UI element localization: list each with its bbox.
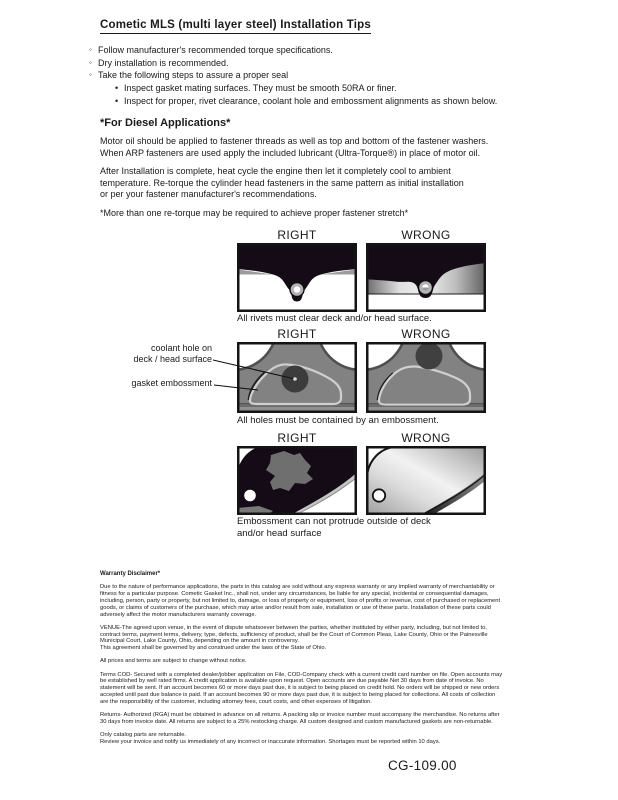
legal-paragraph: All prices and terms are subject to change without notice. <box>100 658 247 665</box>
list-sub-item <box>115 82 497 95</box>
legal-line: Review your invoice and notify us immediately of any incorrect or inaccurate information. Shortages must be reported within 10 days. <box>100 739 441 746</box>
tip-text: Inspect for proper, rivet clearance, coolant hole and embossment alignments as shown below. <box>124 95 498 106</box>
fig1-right-panel <box>237 243 357 312</box>
fig3-caption <box>237 516 431 539</box>
caption-line: Embossment can not protrude outside of deck <box>237 516 431 527</box>
embossment-containment-right-diagram <box>237 342 357 413</box>
legal-line: statement will be sent. If an account becomes 60 or more days past due, it is subject to being placed on credit hold. No orders will be shipped or new orders <box>100 685 500 692</box>
paragraph <box>100 136 545 159</box>
fig3-right-label: RIGHT <box>277 431 317 445</box>
open-bullet-icon: ◦ <box>89 57 92 67</box>
fig3-wrong-label: WRONG <box>401 431 451 445</box>
legal-line: Only catalog parts are returnable. <box>100 732 187 739</box>
embossment-containment-wrong-diagram <box>366 342 486 413</box>
fig1-wrong-panel <box>366 243 486 312</box>
warranty-heading: Warranty Disclaimer* <box>100 571 161 577</box>
legal-paragraph <box>100 672 570 707</box>
fig3-wrong-panel <box>366 446 486 515</box>
rivet-clearance-wrong-diagram <box>366 243 486 312</box>
tip-text: Follow manufacturer's recommended torque specifications. <box>98 45 333 55</box>
legal-paragraph <box>100 584 570 619</box>
coolant-hole-annotation <box>116 343 212 364</box>
legal-line: goods, or claims of customers of the purchase, which may arise and/or result from sale, installation or use of these parts. Installation of these parts could <box>100 604 491 611</box>
legal-line: are the responsibility of the customer, including attorney fees, court costs, and other expenses of litigation. <box>100 699 372 706</box>
fig2-right-label: RIGHT <box>277 327 317 341</box>
legal-line: VENUE-The agreed upon venue, in the event of dispute whatsoever between the parties, whether instituted by either party, including, but not limited to, <box>100 624 487 631</box>
legal-line: Returns- Authorized (RGA) must be obtained in advance on all returns. A packing slip or invoice number must accompany the merchandise. No returns after <box>100 712 500 719</box>
embossment-protrusion-wrong-diagram <box>366 446 486 515</box>
legal-paragraph <box>100 625 570 653</box>
open-bullet-icon: ◦ <box>89 70 92 80</box>
fig1-caption: All rivets must clear deck and/or head surface. <box>237 313 432 324</box>
tip-text: Inspect gasket mating surfaces. They must be smooth 50RA or finer. <box>124 83 397 94</box>
gasket-embossment-annotation: gasket embossment <box>131 378 212 388</box>
bullet-icon: • <box>115 95 119 106</box>
paragraph-line: temperature. Re-torque the cylinder head fasteners in the same pattern as initial installation <box>100 177 464 188</box>
legal-line: This agreement shall be governed by and construed under the laws of the State of Ohio. <box>100 645 327 652</box>
list-sub-item <box>115 95 497 108</box>
diesel-applications-section <box>100 117 545 219</box>
section-heading: *For Diesel Applications* <box>100 117 231 129</box>
legal-line: Due to the nature of performance applications, the parts in this catalog are sold without any express warranty or any implied warranty of merchantability or <box>100 583 495 590</box>
fig1-right-label: RIGHT <box>277 228 317 242</box>
paragraph <box>100 166 545 201</box>
legal-line: be established by well rated firms. A credit application is available upon request. Open accounts are due payable Net 30 days from date of invoice. No <box>100 678 484 685</box>
fig2-caption: All holes must be contained by an embossment. <box>237 415 439 426</box>
installation-tips-list <box>89 44 497 108</box>
legal-line: accepted until past due balance is paid. If an account becomes 90 or more days past due, it is subject to being placed for collections. All costs of collection <box>100 692 496 699</box>
paragraph-line: Motor oil should be applied to fastener threads as well as top and bottom of the fastener washers. <box>100 136 489 146</box>
paragraph-line: After Installation is complete, heat cycle the engine then let it completely cool to ambient <box>100 165 451 176</box>
tip-text: Take the following steps to assure a proper seal <box>98 70 289 81</box>
embossment-protrusion-right-diagram <box>237 446 357 515</box>
page-title: Cometic MLS (multi layer steel) Installation Tips <box>100 19 371 34</box>
fig2-right-panel <box>237 342 357 413</box>
bullet-icon: • <box>115 83 119 94</box>
fig1-wrong-label: WRONG <box>401 228 451 242</box>
legal-line: adversely affect the motor manufacturers warranty coverage. <box>100 611 257 618</box>
fig2-wrong-label: WRONG <box>401 327 451 341</box>
tip-text: Dry installation is recommended. <box>98 57 229 68</box>
legal-paragraph <box>100 712 570 726</box>
legal-line: fitness for a particular purpose. Cometic Gasket Inc., shall not, under any circumstances, be liable for any special, incidental or consequential damages, <box>100 590 489 597</box>
warranty-disclaimer-section <box>100 571 570 746</box>
catalog-page-code: CG-109.00 <box>388 758 457 773</box>
fig3-right-panel <box>237 446 357 515</box>
list-item <box>89 44 497 57</box>
fig2-wrong-panel <box>366 342 486 413</box>
legal-paragraph <box>100 732 570 746</box>
annotation-line: coolant hole on <box>150 343 212 353</box>
annotation-line: deck / head surface <box>133 353 212 364</box>
paragraph-line: or per your fastener manufacturer's recommendations. <box>100 189 317 200</box>
legal-line: including, person, party or property, but not limited to, damage, or loss of property or equipment, loss of profits or revenue, cost of purchased or replacement <box>100 597 501 604</box>
paragraph-line: When ARP fasteners are used apply the included lubricant (Ultra-Torque®) in place of motor oil. <box>100 147 481 158</box>
list-item <box>89 57 497 70</box>
legal-line: contract terms, payment terms, delivery, type, defects, sufficiency of product, shall be the Court of Common Pleas, Lake County, Ohio or the Painesville <box>100 631 488 638</box>
open-bullet-icon: ◦ <box>89 45 92 54</box>
retorque-note: *More than one re-torque may be required to achieve proper fastener stretch* <box>100 207 409 218</box>
caption-line: and/or head surface <box>237 527 322 539</box>
legal-line: Terms COD- Secured with a completed dealer/jobber application on File, COD-Company check with a current credit card number on file. Open accounts may <box>100 671 503 678</box>
legal-line: Municipal Court, Lake County, Ohio, depending on the amount in controversy. <box>100 638 299 645</box>
rivet-clearance-right-diagram <box>237 243 357 312</box>
list-item <box>89 69 497 82</box>
legal-line: 30 days from invoice date. All returns are subject to a 25% restocking charge. All custom designed and custom manufactured gaskets are non-returnable. <box>100 719 493 726</box>
